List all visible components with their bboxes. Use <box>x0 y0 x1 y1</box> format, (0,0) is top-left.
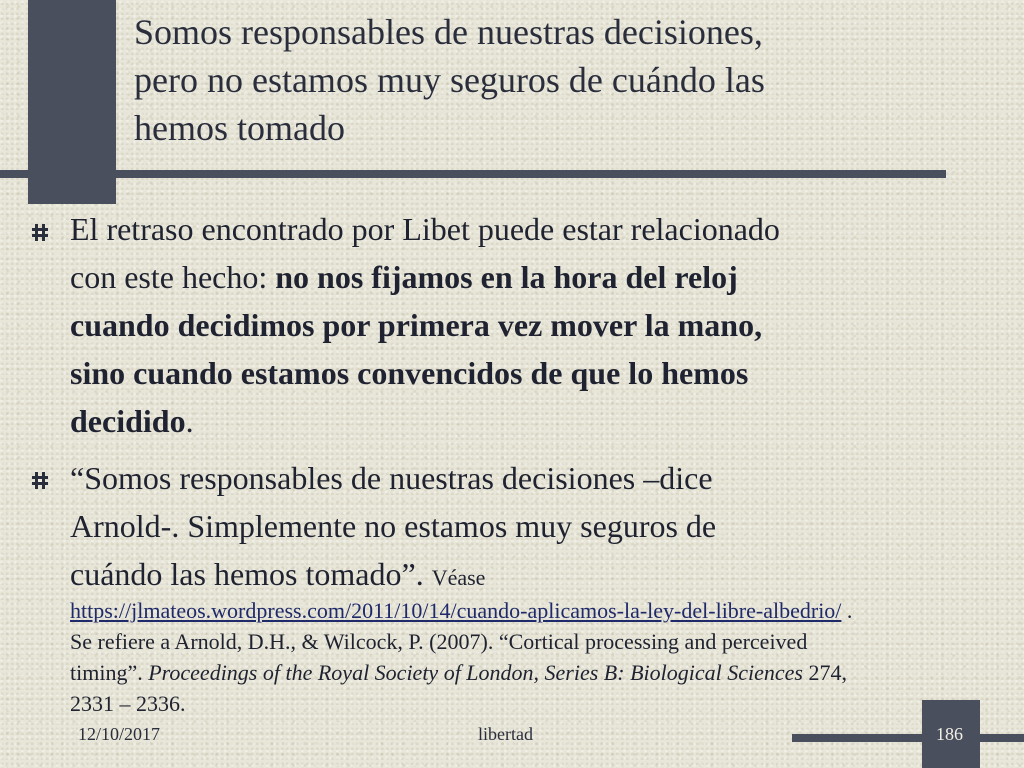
text-small: Véase <box>431 565 486 590</box>
text-line: “Somos responsables de nuestras decisiones –dice <box>70 460 713 496</box>
text-bold: sino cuando estamos convencidos de que lo hemos <box>70 355 749 391</box>
text-normal: con este hecho: <box>70 259 276 295</box>
text-normal: cuándo las hemos tomado”. <box>70 556 432 592</box>
text-line: El retraso encontrado por Libet puede estar relacionado <box>70 211 780 247</box>
text-line <box>70 253 1000 301</box>
reference-block <box>70 595 1000 719</box>
reference-link[interactable]: https://jlmateos.wordpress.com/2011/10/14/cuando-aplicamos-la-ley-del-libre-albedrio/ <box>70 598 842 623</box>
slide-title <box>134 8 1014 152</box>
text-line: Se refiere a Arnold, D.H., & Wilcock, P. (2007). “Cortical processing and perceived <box>70 629 808 654</box>
text-line <box>70 657 1000 688</box>
title-line: pero no estamos muy seguros de cuándo las <box>134 60 765 100</box>
hash-bullet-icon <box>30 222 50 242</box>
text-line <box>70 301 1000 349</box>
text-line: 2331 – 2336. <box>70 691 186 716</box>
text-bold: decidido <box>70 403 186 439</box>
footer-date: 12/10/2017 <box>78 724 161 744</box>
text-line: Arnold-. Simplemente no estamos muy seguros de <box>70 508 717 544</box>
footer-divider-bar <box>792 734 1024 742</box>
text-italic: Proceedings of the Royal Society of London, Series B: Biological Sciences <box>148 660 803 685</box>
page-number: 186 <box>936 724 963 744</box>
bullet-paragraph-2 <box>70 454 1000 598</box>
hash-bullet-icon <box>30 470 50 490</box>
footer-title: libertad <box>478 724 533 744</box>
text-line <box>70 397 1000 445</box>
title-line: Somos responsables de nuestras decisiones, <box>134 12 763 52</box>
text-line <box>70 349 1000 397</box>
text-normal: timing”. <box>70 660 149 685</box>
text-normal: . <box>185 403 194 439</box>
text-bold: no nos fijamos en la hora del reloj <box>275 259 738 295</box>
text-normal: 274, <box>802 660 847 685</box>
bullet-paragraph-1 <box>70 205 1000 445</box>
text-line <box>70 550 1000 598</box>
title-divider-bar <box>0 170 946 178</box>
text-normal: . <box>841 598 853 623</box>
text-bold: cuando decidimos por primera vez mover la mano, <box>70 307 763 343</box>
title-line: hemos tomado <box>134 108 345 148</box>
url-line <box>70 595 1000 626</box>
